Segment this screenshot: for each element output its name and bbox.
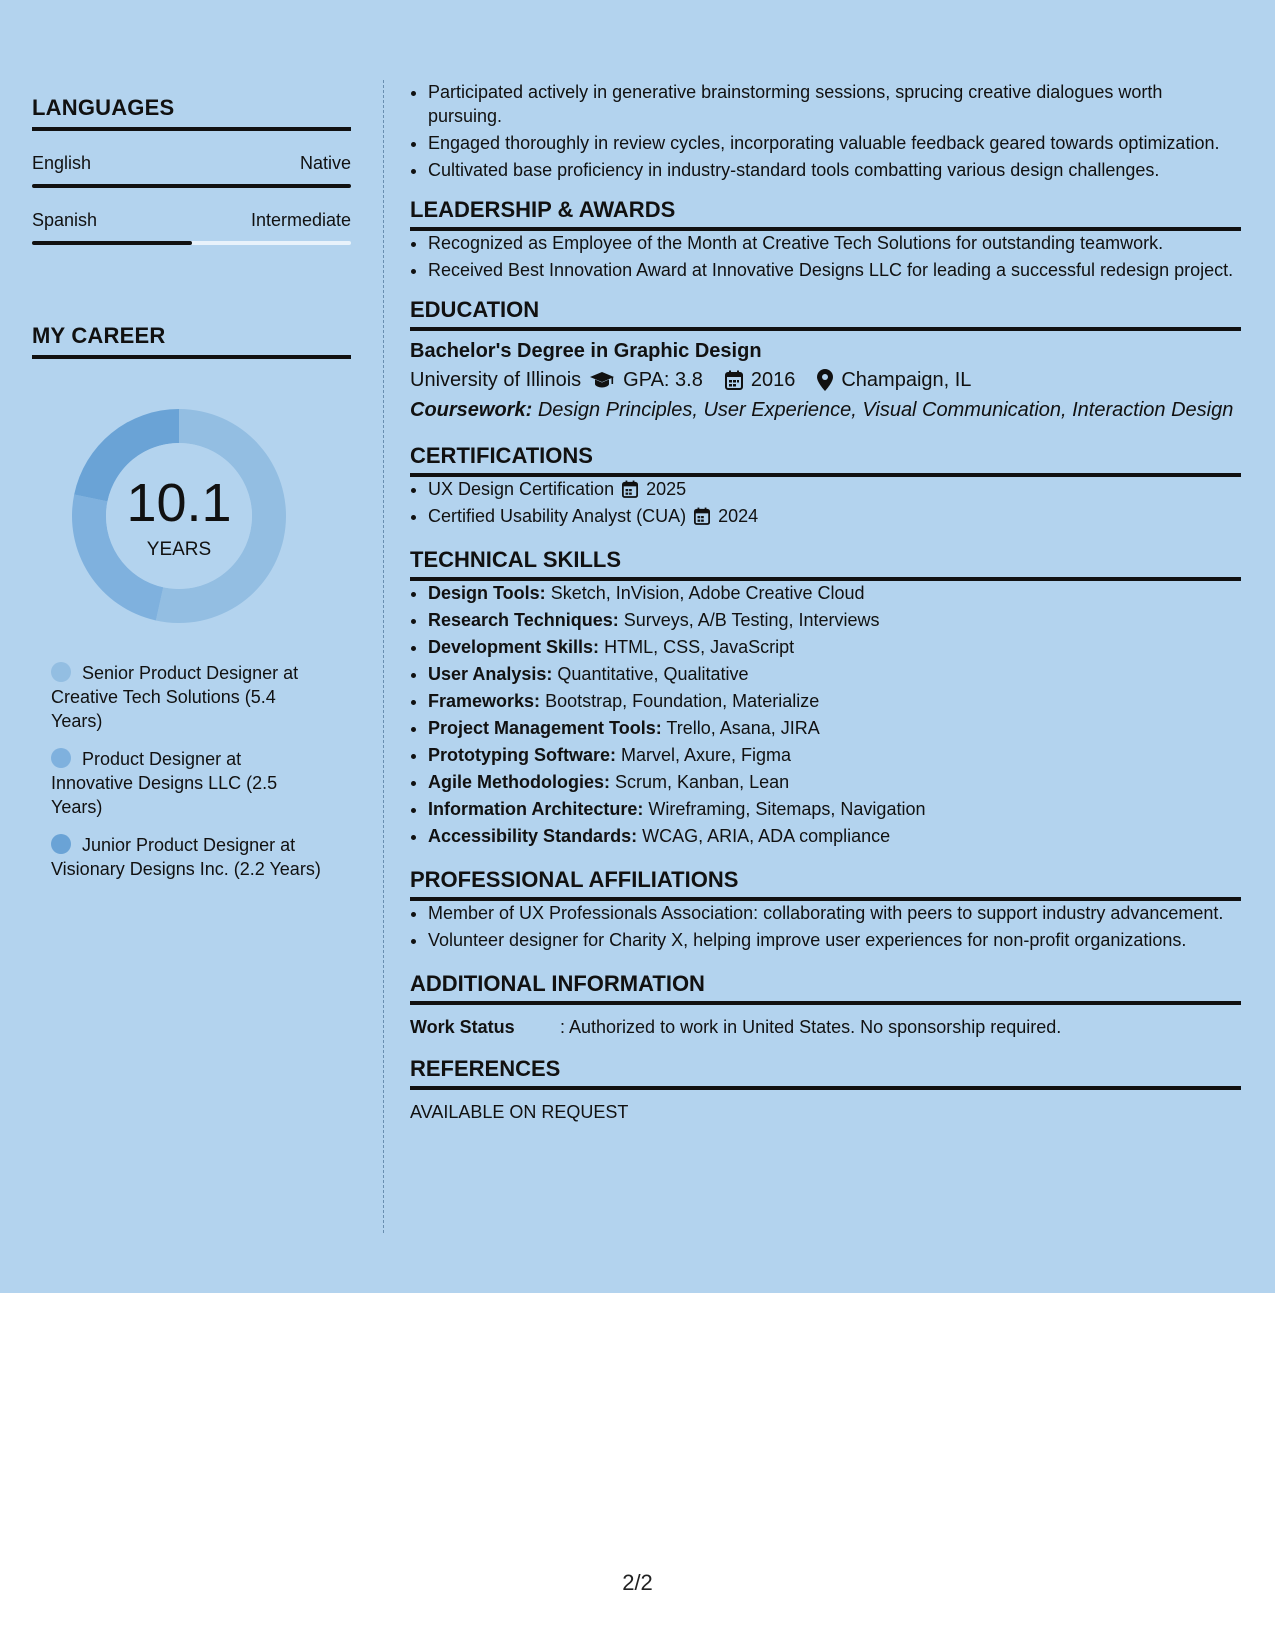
calendar-icon [694,507,710,525]
gpa: GPA: 3.8 [623,369,703,391]
skill-value: Marvel, Axure, Figma [621,745,792,765]
language-name: Spanish [32,210,98,230]
map-pin-icon [817,369,833,391]
certification-year: 2025 [646,479,687,499]
coursework-list: Design Principles, User Experience, Visual Communication, Interaction Design [537,399,1234,421]
language-level-bar [32,184,351,188]
skill-value: HTML, CSS, JavaScript [604,637,795,657]
skill-label: Development Skills: [428,637,600,657]
language-level: Intermediate [250,210,351,230]
certification-name: • Certified Usability Analyst (CUA) [428,506,687,526]
skill-label: Agile Methodologies: [428,772,610,792]
graduation-cap-icon [589,371,615,389]
skills-list [410,581,1241,848]
skill-value: WCAG, ARIA, ADA compliance [642,826,891,846]
list-item: • Engaged thoroughly in review cycles, incorporating valuable feedback geared towards optimization. [428,131,1241,155]
career-total-years: 10.1 [126,473,232,533]
list-item [428,662,1241,686]
legend-item [51,833,321,881]
references-text: AVAILABLE ON REQUEST [410,1102,629,1122]
skill-value: Surveys, A/B Testing, Interviews [623,610,880,630]
work-status [410,1015,1241,1039]
list-item: • Cultivated base proficiency in industry-standard tools combatting various design challenges. [428,158,1241,182]
legend-item [51,661,321,733]
skill-label: Project Management Tools: [428,718,662,738]
legend-dot [51,834,71,854]
affiliations-list [410,901,1241,952]
skill-value: Bootstrap, Foundation, Materialize [545,691,820,711]
list-item [428,743,1241,767]
legend-dot [51,662,71,682]
degree-meta [410,368,1241,392]
list-item [428,504,1241,528]
column-divider [383,80,384,1233]
leadership-list [410,231,1241,282]
career-donut-chart [66,403,292,629]
certifications-title: CERTIFICATIONS [410,444,1241,477]
skill-label: Prototyping Software: [428,745,616,765]
coursework [410,398,1241,422]
skill-label: User Analysis: [428,664,553,684]
career-title: MY CAREER [32,323,351,359]
career-total-unit: YEARS [146,539,212,560]
list-item: • Participated actively in generative brainstorming sessions, sprucing creative dialogues worth pursuing. [428,80,1241,128]
skill-value: Sketch, InVision, Adobe Creative Cloud [550,583,865,603]
language-spanish [32,210,351,245]
skill-label: Information Architecture: [428,799,644,819]
certification-name: • UX Design Certification [428,479,615,499]
skill-value: Scrum, Kanban, Lean [615,772,790,792]
list-item: • Member of UX Professionals Association: collaborating with peers to support industry advancement. [428,901,1241,925]
work-status-value: : Authorized to work in United States. No sponsorship required. [560,1017,1062,1037]
language-level-fill [32,241,192,245]
right-column [410,80,1241,1124]
languages-title: LANGUAGES [32,95,351,131]
additional-title: ADDITIONAL INFORMATION [410,972,1241,1005]
skills-title: TECHNICAL SKILLS [410,548,1241,581]
list-item: • Recognized as Employee of the Month at Creative Tech Solutions for outstanding teamwork. [428,231,1241,255]
list-item [428,770,1241,794]
school-location: Champaign, IL [841,369,972,391]
list-item [428,689,1241,713]
page-number: 2/2 [622,1570,653,1595]
list-item [428,581,1241,605]
calendar-icon [622,480,638,498]
legend-item [51,747,321,819]
list-item [428,477,1241,501]
coursework-label: Coursework: [410,399,533,421]
language-level-fill [32,184,351,188]
list-item: • Volunteer designer for Charity X, helping improve user experiences for non-profit organizations. [428,928,1241,952]
skill-label: Design Tools: [428,583,546,603]
references-title: REFERENCES [410,1057,1241,1090]
list-item: • Received Best Innovation Award at Innovative Designs LLC for leading a successful redesign project. [428,258,1241,282]
language-name: English [32,153,92,173]
degree-title: Bachelor's Degree in Graphic Design [410,340,762,362]
skill-value: Wireframing, Sitemaps, Navigation [648,799,926,819]
left-column [32,95,351,895]
affiliations-title: PROFESSIONAL AFFILIATIONS [410,868,1241,901]
legend-label: Product Designer at Innovative Designs LLC (2.5 Years) [51,749,278,817]
skill-value: Trello, Asana, JIRA [666,718,820,738]
calendar-icon [725,370,743,390]
language-level-bar [32,241,351,245]
career-legend [51,661,321,881]
leadership-title: LEADERSHIP & AWARDS [410,198,1241,231]
graduation-year: 2016 [750,369,796,391]
list-item [428,608,1241,632]
list-item [428,635,1241,659]
legend-dot [51,748,71,768]
skill-value: Quantitative, Qualitative [557,664,749,684]
language-level: Native [299,153,351,173]
legend-label: Junior Product Designer at Visionary Designs Inc. (2.2 Years) [51,835,321,879]
list-item [428,824,1241,848]
language-english [32,153,351,188]
experience-bullets [410,80,1241,182]
certifications-list [410,477,1241,528]
legend-label: Senior Product Designer at Creative Tech Solutions (5.4 Years) [51,663,299,731]
school-name: University of Illinois [410,369,582,391]
work-status-label: Work Status [410,1017,515,1037]
skill-label: Accessibility Standards: [428,826,638,846]
certification-year: 2024 [718,506,759,526]
education-title: EDUCATION [410,298,1241,331]
skill-label: Research Techniques: [428,610,619,630]
list-item [428,797,1241,821]
list-item [428,716,1241,740]
skill-label: Frameworks: [428,691,541,711]
